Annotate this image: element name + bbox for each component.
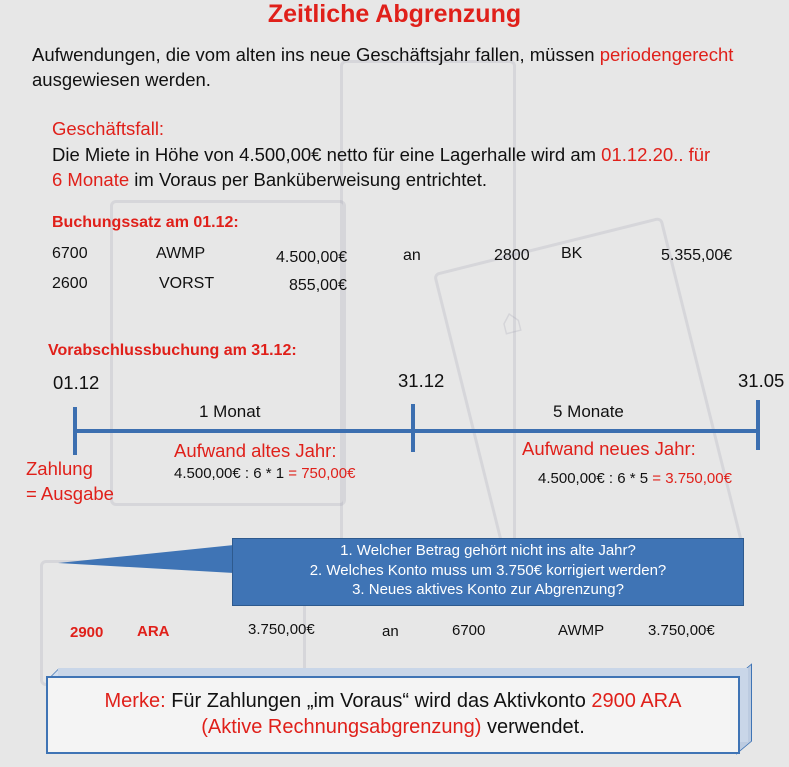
- ara-betrag: 3.750,00€: [248, 621, 315, 638]
- aufwand-alt-calc: 4.500,00€ : 6 * 1 = 750,00€: [174, 465, 356, 482]
- bs-row2-name: VORST: [159, 275, 215, 292]
- ara-name: ARA: [137, 623, 170, 640]
- timeline-tick-mid: [411, 404, 415, 452]
- buchungssatz-label: Buchungssatz am 01.12:: [52, 214, 239, 231]
- bs-row1-gegenname: BK: [561, 245, 583, 262]
- question-3: 3. Neues aktives Konto zur Abgrenzung?: [352, 581, 624, 598]
- zahlung-label: Zahlung: [26, 458, 93, 479]
- page-title: Zeitliche Abgrenzung: [267, 0, 522, 28]
- aufwand-neu-calc: 4.500,00€ : 6 * 5 = 3.750,00€: [538, 470, 732, 487]
- date-end: 31.05: [738, 370, 785, 391]
- merke-label: Merke:: [104, 690, 166, 712]
- geschaeftsfall-line1: Die Miete in Höhe von 4.500,00€ netto für eine Lagerhalle wird am 01.12.20.. für: [52, 144, 711, 165]
- period-2: 5 Monate: [553, 402, 624, 421]
- ara-konto: 2900: [70, 624, 104, 641]
- period-1: 1 Monat: [199, 402, 261, 421]
- bs-row2-betrag: 855,00€: [289, 277, 347, 294]
- timeline-tick-start: [73, 407, 77, 455]
- bs-row1-name: AWMP: [156, 245, 206, 262]
- aufwand-alt-label: Aufwand altes Jahr:: [174, 440, 337, 461]
- bs-row1-betrag: 4.500,00€: [276, 249, 348, 266]
- ausgabe-label: = Ausgabe: [26, 483, 114, 504]
- merke-box: Merke: Für Zahlungen „im Voraus“ wird das Aktivkonto 2900 ARA (Aktive Rechnungsabgrenzung) verwendet.: [46, 676, 740, 754]
- bs-row1-gegenkonto: 2800: [494, 247, 530, 264]
- bs-row1-konto: 6700: [52, 245, 88, 262]
- ara-an: an: [382, 623, 399, 640]
- geschaeftsfall-line2: 6 Monate im Voraus per Banküberweisung entrichtet.: [52, 169, 487, 190]
- vorabschluss-label: Vorabschlussbuchung am 31.12:: [48, 342, 297, 359]
- ara-gegenkonto: 6700: [452, 622, 486, 639]
- bs-row1-gegenbetrag: 5.355,00€: [661, 247, 733, 264]
- bs-row1-an: an: [403, 247, 421, 264]
- intro-highlight: periodengerecht: [599, 44, 734, 65]
- date-start: 01.12: [53, 372, 100, 393]
- background-illustration: ⌂: [0, 0, 789, 767]
- question-2: 2. Welches Konto muss um 3.750€ korrigiert werden?: [309, 561, 667, 579]
- callout-pointer: [58, 545, 238, 575]
- bs-row2-konto: 2600: [52, 275, 88, 292]
- timeline-axis: [76, 429, 760, 433]
- intro-text: Aufwendungen, die vom alten ins neue Geschäftsjahr fallen, müssen periodengerecht ausgewiesen werden.: [32, 44, 734, 90]
- timeline-tick-end: [756, 400, 760, 450]
- question-callout: [232, 538, 744, 606]
- geschaeftsfall-label: Geschäftsfall:: [52, 118, 165, 139]
- ara-gegenname: AWMP: [558, 622, 605, 639]
- ara-gegenbetrag: 3.750,00€: [648, 622, 715, 639]
- question-1: 1. Welcher Betrag gehört nicht ins alte Jahr?: [340, 542, 636, 559]
- aufwand-neu-label: Aufwand neues Jahr:: [522, 438, 696, 459]
- date-mid: 31.12: [398, 370, 445, 391]
